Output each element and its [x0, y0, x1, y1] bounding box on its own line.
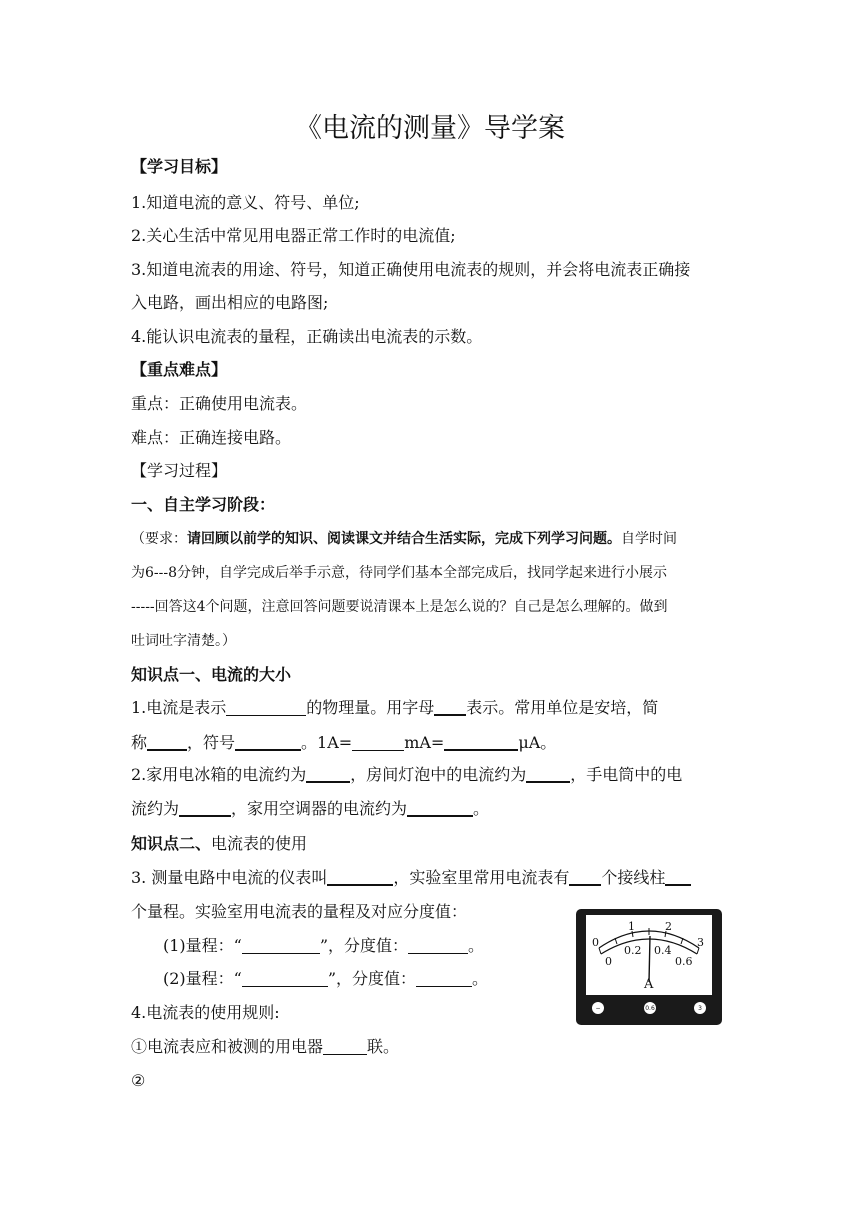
- upper-tick-label: 2: [665, 920, 672, 933]
- blank[interactable]: [665, 868, 691, 886]
- question-3-cont: 个量程。实验室用电流表的量程及对应分度值：: [131, 902, 468, 921]
- question-1: 1.电流是表示 的物理量。用字母 表示。常用单位是安培，简: [131, 698, 659, 717]
- objective-3-cont: 入电路，画出相应的电路图;: [131, 293, 329, 312]
- lower-tick-label: 0.4: [654, 944, 672, 957]
- terminal-label: −: [595, 1005, 601, 1012]
- rule-2: ②: [131, 1071, 146, 1090]
- blank[interactable]: [434, 698, 466, 716]
- upper-tick-label: 1: [628, 920, 635, 933]
- difficult-point: 难点：正确连接电路。: [131, 428, 292, 447]
- requirement-line-3: -----回答这4个问题，注意回答问题要说清课本上是怎么说的？自己是怎么理解的。做到: [131, 599, 668, 615]
- requirement-line-2: 为6---8分钟，自学完成后举手示意，待同学们基本全部完成后，找同学起来进行小展示: [131, 565, 668, 581]
- blank[interactable]: [235, 733, 301, 751]
- objective-3: 3.知道电流表的用途、符号，知道正确使用电流表的规则，并会将电流表正确接: [131, 260, 691, 279]
- key-points-heading: 【重点难点】: [131, 360, 228, 379]
- terminal-label: 0.6: [645, 1005, 655, 1012]
- blank[interactable]: [147, 733, 187, 751]
- blank[interactable]: [444, 733, 518, 751]
- blank[interactable]: [306, 765, 350, 783]
- upper-tick-label: 0: [592, 936, 599, 949]
- page-title: 《电流的测量》导学案: [295, 113, 565, 144]
- objective-1: 1.知道电流的意义、符号、单位;: [131, 193, 360, 212]
- question-4: 4.电流表的使用规则:: [131, 1003, 280, 1022]
- blank[interactable]: [242, 937, 320, 954]
- blank[interactable]: [416, 970, 472, 987]
- blank[interactable]: [242, 970, 328, 987]
- process-heading: 【学习过程】: [131, 461, 228, 480]
- kp2-heading: 知识点二、电流表的使用: [131, 834, 308, 853]
- rule-1: ①电流表应和被测的用电器 联。: [131, 1037, 400, 1056]
- blank[interactable]: [408, 937, 468, 954]
- blank[interactable]: [526, 765, 570, 783]
- stage-1-heading: 一、自主学习阶段：: [131, 495, 276, 514]
- question-2-cont: 流约为 ，家用空调器的电流约为 。: [131, 799, 490, 818]
- blank[interactable]: [352, 734, 404, 751]
- question-1-cont: 称 ，符号 。1A= mA= μA。: [131, 733, 557, 752]
- question-2: 2.家用电冰箱的电流约为 ，房间灯泡中的电流约为 ，手电筒中的电: [131, 765, 683, 784]
- blank[interactable]: [179, 799, 231, 817]
- question-3: 3. 测量电路中电流的仪表叫 ，实验室里常用电流表有 个接线柱: [131, 868, 691, 888]
- blank[interactable]: [569, 868, 601, 886]
- key-point: 重点：正确使用电流表。: [131, 394, 308, 413]
- lower-tick-label: 0: [605, 955, 612, 968]
- requirement-line-1: （要求：请回顾以前学的知识、阅读课文并结合生活实际，完成下列学习问题。自学时间: [131, 531, 677, 547]
- lower-tick-label: 0.6: [675, 955, 693, 968]
- lower-tick-label: 0.2: [624, 944, 642, 957]
- objective-4: 4.能认识电流表的量程，正确读出电流表的示数。: [131, 327, 483, 346]
- ammeter-icon: [575, 908, 723, 1026]
- blank[interactable]: [327, 868, 393, 886]
- upper-tick-label: 3: [697, 936, 704, 949]
- blank[interactable]: [407, 799, 473, 817]
- kp1-heading: 知识点一、电流的大小: [131, 665, 292, 684]
- objectives-heading: 【学习目标】: [131, 157, 228, 176]
- blank[interactable]: [323, 1038, 367, 1055]
- ammeter-needle: [649, 936, 650, 982]
- range-1: (1)量程：“ ”，分度值： 。: [163, 936, 485, 955]
- unit-label: A: [644, 977, 654, 992]
- blank[interactable]: [226, 699, 306, 716]
- range-2: (2)量程：“ ”，分度值： 。: [163, 969, 489, 988]
- objective-2: 2.关心生活中常见用电器正常工作时的电流值;: [131, 226, 456, 245]
- terminal-label: 3: [698, 1005, 702, 1012]
- requirement-line-4: 吐词吐字清楚。）: [131, 633, 236, 649]
